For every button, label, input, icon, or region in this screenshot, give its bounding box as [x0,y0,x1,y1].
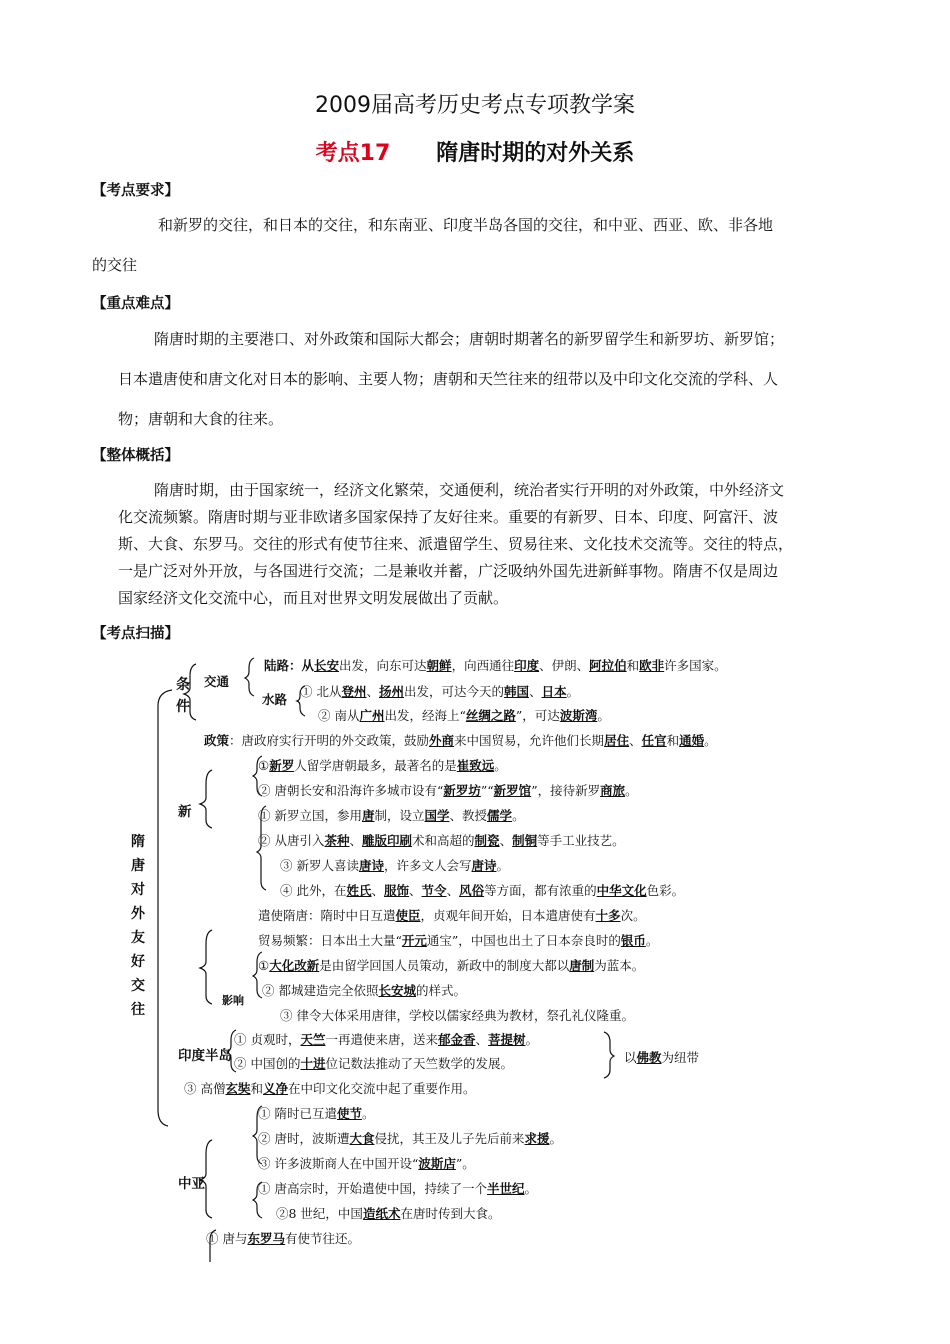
root-label: 隋 唐 对 外 友 好 交 往 [131,834,145,1018]
document-title: 2009届高考历史考点专项教学案 [315,93,635,118]
japan-line: ③ 律令大体采用唐律，学校以儒家经典为教材，祭孔礼仪隆重。 [280,1008,634,1023]
topic-code: 考点17 [315,141,391,166]
silla-line: ② 从唐引入茶种、雕版印刷术和高超的制瓷、制铜等手工业技艺。 [258,833,625,848]
india-line: ② 中国创的十进位记数法推动了天竺数学的发展。 [234,1056,514,1071]
topic-name: 隋唐时期的对外关系 [436,141,635,166]
central-asia-line: ① 唐高宗时，开始遣使中国，持续了一个半世纪。 [258,1181,538,1196]
water-label: 水路 [262,692,288,707]
requirements-line: 和新罗的交往，和日本的交往，和东南亚、印度半岛各国的交往，和中亚、西亚、欧、非各地 [158,216,774,234]
india-label: 印度半岛 [178,1048,232,1064]
water-route-south: ② 南从广州出发，经海上“丝绸之路”，可达波斯湾。 [318,708,610,723]
japan-line: ①大化改新是由留学回国人员策动，新政中的制度大都以唐制为蓝本。 [258,958,645,973]
japan-line: 遣使隋唐：隋时中日互遣使臣，贞观年间开始，日本遣唐使有十多次。 [258,908,646,923]
overview-line: 斯、大食、东罗马。交往的形式有使节往来、派遣留学生、贸易往来、文化技术交流等。交往的特点， [118,535,794,553]
japan-line: 贸易频繁：日本出土大量“开元通宝”，中国也出土了日本奈良时的银币。 [258,933,659,948]
silla-line: ③ 新罗人喜读唐诗，许多文人会写唐诗。 [280,858,510,873]
central-asia-line: ②8 世纪，中国造纸术在唐时传到大食。 [276,1206,501,1221]
japan-line: ② 都城建造完全依照长安城的样式。 [262,983,467,998]
central-asia-line: ③ 许多波斯商人在中国开设“波斯店”。 [258,1156,475,1171]
silla-line: ① 新罗立国，参用唐制，设立国学、教授儒学。 [258,808,525,823]
key-points-line: 日本遣唐使和唐文化对日本的影响、主要人物；唐朝和天竺往来的纽带以及中印文化交流的学科、人 [118,370,779,388]
key-points-heading: 【重点难点】 [92,296,179,312]
key-points-line: 隋唐时期的主要港口、对外政策和国际大都会；唐朝时期著名的新罗留学生和新罗坊、新罗馆； [154,330,785,348]
europe-line: ① 唐与东罗马有使节往还。 [206,1231,361,1246]
conditions-label: 条件 [176,677,190,715]
traffic-label: 交通 [204,674,230,689]
overview-line: 化交流频繁。隋唐时期与亚非欧诸多国家保持了友好往来。重要的有新罗、日本、印度、阿富汗、波 [118,508,779,526]
policy-line: 政策：唐政府实行开明的外交政策，鼓励外商来中国贸易，允许他们长期居住、任官和通婚。 [204,733,717,748]
japan-impact-label: 影响 [222,994,244,1007]
overview-line: 国家经济文化交流中心，而且对世界文明发展做出了贡献。 [118,589,509,607]
requirements-heading: 【考点要求】 [92,183,179,199]
overview-line: 一是广泛对外开放，与各国进行交流；二是兼收并蓄，广泛吸纳外国先进新鲜事物。隋唐不仅是周边 [118,562,779,580]
central-asia-line: ② 唐时，波斯遭大食侵扰，其王及儿子先后前来求援。 [258,1131,563,1146]
silla-line: ①新罗人留学唐朝最多，最著名的是崔致远。 [258,758,507,773]
india-line: ③ 高僧玄奘和义净在中印文化交流中起了重要作用。 [184,1081,476,1096]
central-asia-label: 中亚 [178,1176,205,1192]
land-route-line: 陆路：从长安出发，向东可达朝鲜，向西通往印度、伊朗、阿拉伯和欧非许多国家。 [264,658,727,673]
india-line: ① 贞观时，天竺一再遣使来唐，送来郁金香、菩提树。 [234,1032,539,1047]
overview-heading: 【整体概括】 [92,448,179,464]
silla-line: ② 唐朝长安和沿海许多城市设有“新罗坊”“新罗馆”，接待新罗商旅。 [258,783,638,798]
silla-label: 新 [178,804,192,820]
india-buddhism-tie: 以佛教为纽带 [624,1050,700,1065]
key-points-line: 物；唐朝和大食的往来。 [118,410,284,428]
overview-line: 隋唐时期，由于国家统一，经济文化繁荣，交通便利，统治者实行开明的对外政策，中外经济文 [154,481,785,499]
scan-heading: 【考点扫描】 [92,626,179,642]
requirements-line: 的交往 [92,256,138,274]
water-route-north: ① 北从登州、扬州出发，可达今天的韩国、日本。 [300,684,580,699]
central-asia-line: ① 隋时已互遣使节。 [258,1106,375,1121]
silla-line: ④ 此外，在姓氏、服饰、节令、风俗等方面，都有浓重的中华文化色彩。 [280,883,685,898]
